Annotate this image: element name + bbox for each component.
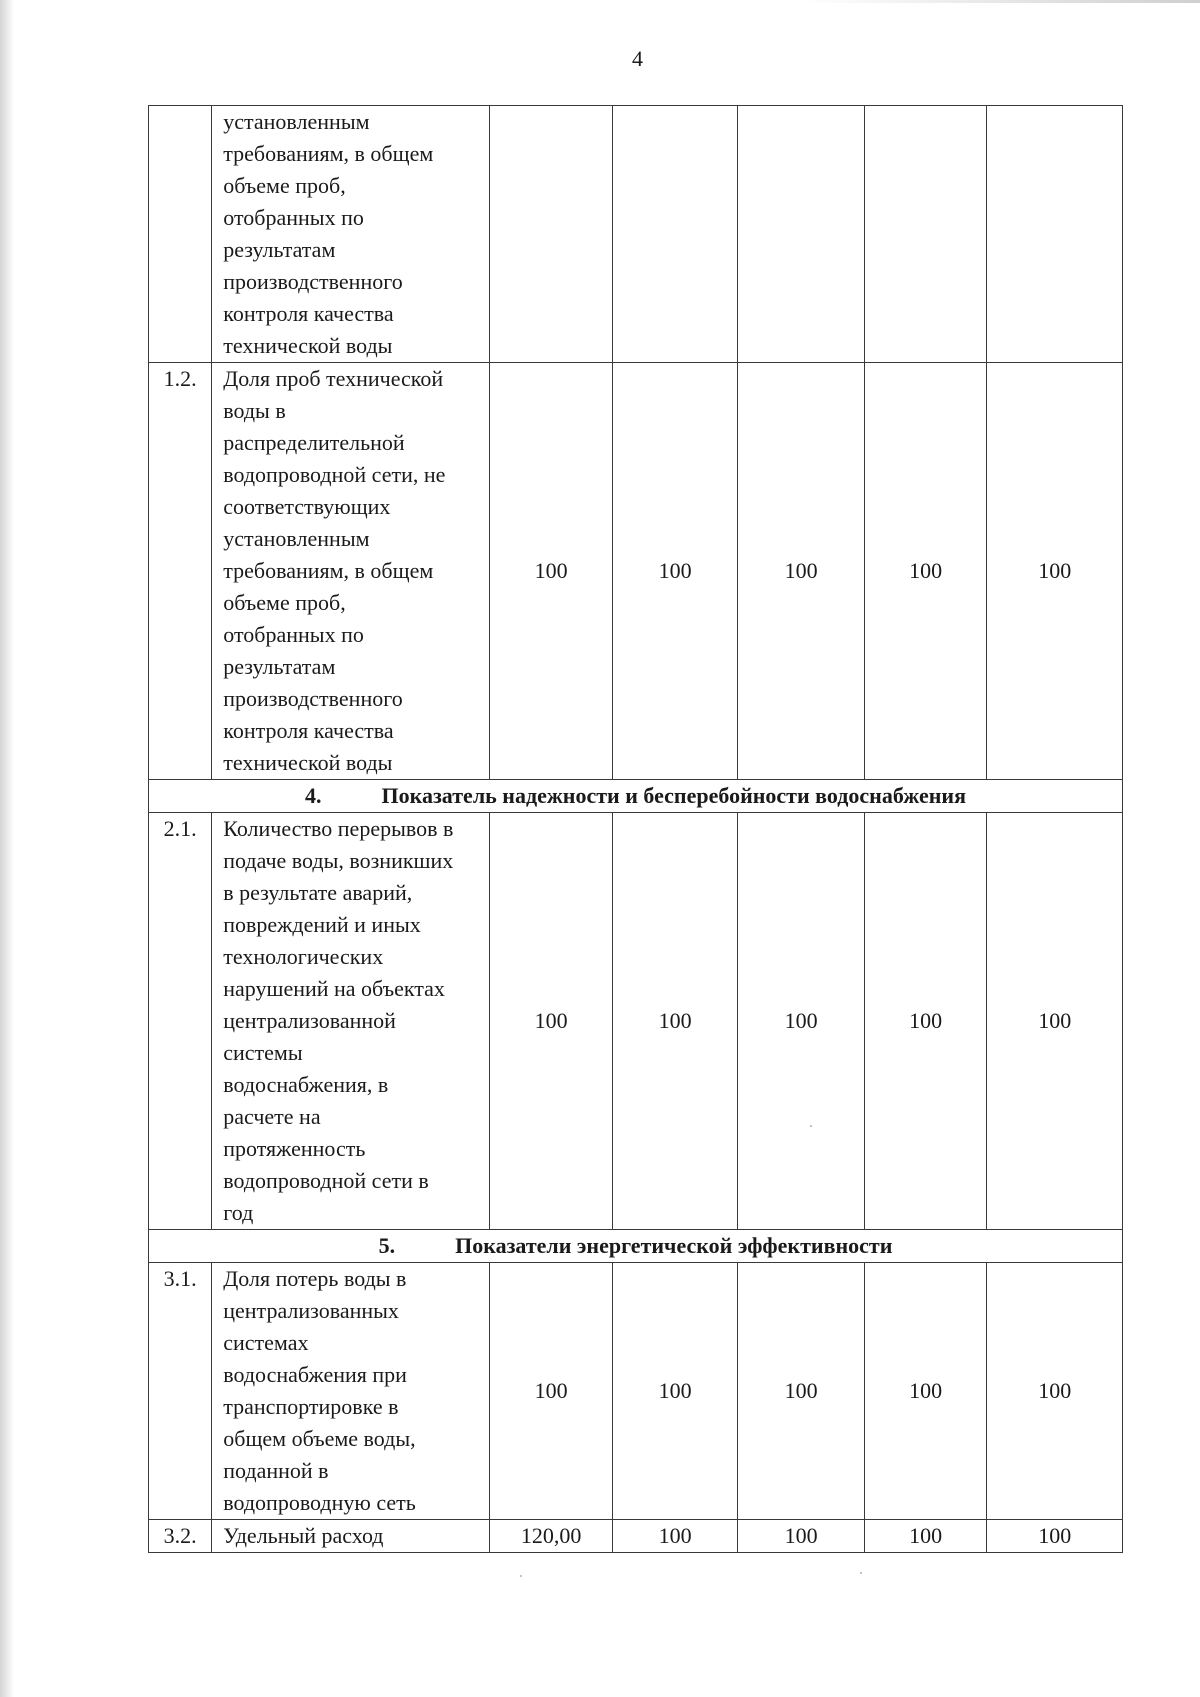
scan-edge-shadow	[0, 0, 14, 1697]
description-line: водоснабжения при	[223, 1362, 407, 1387]
description-line: повреждений и иных	[223, 912, 421, 937]
row-number: 2.1.	[149, 813, 212, 1230]
description-line: соответствующих	[223, 494, 391, 519]
description-line: водопроводную сеть	[223, 1490, 416, 1515]
section-title: Показатель надежности и бесперебойности водоснабжения	[381, 783, 966, 808]
description-line: контроля качества	[223, 718, 394, 743]
description-line: водопроводной сети в	[223, 1168, 429, 1193]
value-cell-4	[864, 106, 987, 363]
description-line: централизованных	[223, 1298, 399, 1323]
value-cell-2	[612, 106, 738, 363]
value-cell-5: 100	[987, 813, 1123, 1230]
description-line: технической воды	[223, 333, 393, 358]
scan-top-shadow	[800, 0, 1200, 3]
description-line: объеме проб,	[223, 590, 346, 615]
value-cell-1: 100	[490, 363, 613, 780]
description-line: водопроводной сети, не	[223, 462, 446, 487]
table-body	[149, 106, 1123, 1553]
description-line: установленным	[223, 109, 370, 134]
description-line: Доля потерь воды в	[223, 1266, 407, 1291]
value-cell-1	[490, 106, 613, 363]
description-line: Доля проб технической	[223, 366, 444, 391]
row-number: 3.1.	[149, 1263, 212, 1520]
value-cell-5: 100	[987, 1263, 1123, 1520]
scan-speck	[810, 1125, 812, 1127]
value-cell-1: 100	[490, 1263, 613, 1520]
section-row	[149, 780, 1123, 813]
indicator-description	[212, 1263, 490, 1520]
description-line: результатам	[223, 237, 336, 262]
value-cell-4: 100	[864, 1520, 987, 1553]
value-cell-3: 100	[738, 363, 865, 780]
value-cell-4: 100	[864, 1263, 987, 1520]
description-line: системы	[223, 1040, 303, 1065]
indicator-description	[212, 106, 490, 363]
description-line: отобранных по	[223, 622, 364, 647]
section-heading	[149, 780, 1123, 813]
section-heading	[149, 1230, 1123, 1263]
description-line: распределительной	[223, 430, 405, 455]
indicator-description	[212, 363, 490, 780]
table-row	[149, 106, 1123, 363]
description-line: нарушений на объектах	[223, 976, 445, 1001]
value-cell-2: 100	[612, 1263, 738, 1520]
section-number: 4.	[305, 783, 322, 808]
row-number	[149, 106, 212, 363]
indicator-description	[212, 813, 490, 1230]
value-cell-2: 100	[612, 363, 738, 780]
table-row	[149, 1263, 1123, 1520]
description-line: Количество перерывов в	[223, 816, 454, 841]
description-line: расчете на	[223, 1104, 321, 1129]
description-line: системах	[223, 1330, 309, 1355]
scan-speck	[520, 1575, 522, 1577]
description-line: подаче воды, возникших	[223, 848, 454, 873]
section-row	[149, 1230, 1123, 1263]
description-line: общем объеме воды,	[223, 1426, 416, 1451]
section-title: Показатели энергетической эффективности	[455, 1233, 893, 1258]
description-line: производственного	[223, 686, 403, 711]
value-cell-4: 100	[864, 813, 987, 1230]
description-line: Удельный расход	[223, 1523, 384, 1548]
description-line: производственного	[223, 269, 403, 294]
value-cell-2: 100	[612, 1520, 738, 1553]
row-number: 3.2.	[149, 1520, 212, 1553]
value-cell-5	[987, 106, 1123, 363]
value-cell-2: 100	[612, 813, 738, 1230]
value-cell-3: 100	[738, 1520, 865, 1553]
value-cell-3: 100	[738, 1263, 865, 1520]
description-line: централизованной	[223, 1008, 396, 1033]
value-cell-4: 100	[864, 363, 987, 780]
description-line: установленным	[223, 526, 370, 551]
description-line: воды в	[223, 398, 286, 423]
value-cell-3	[738, 106, 865, 363]
row-number: 1.2.	[149, 363, 212, 780]
value-cell-5: 100	[987, 363, 1123, 780]
description-line: требованиям, в общем	[223, 141, 434, 166]
table-row	[149, 813, 1123, 1230]
description-line: год	[223, 1200, 254, 1225]
description-line: технологических	[223, 944, 384, 969]
value-cell-1: 100	[490, 813, 613, 1230]
scan-speck	[860, 1572, 862, 1574]
description-line: водоснабжения, в	[223, 1072, 389, 1097]
description-line: контроля качества	[223, 301, 394, 326]
indicators-table	[148, 105, 1123, 1553]
description-line: объеме проб,	[223, 173, 346, 198]
description-line: транспортировке в	[223, 1394, 399, 1419]
description-line: протяженность	[223, 1136, 366, 1161]
value-cell-3: 100	[738, 813, 865, 1230]
description-line: отобранных по	[223, 205, 364, 230]
page-number: 4	[632, 46, 643, 71]
section-number: 5.	[378, 1233, 396, 1258]
description-line: результатам	[223, 654, 336, 679]
value-cell-1: 120,00	[490, 1520, 613, 1553]
table-row	[149, 1520, 1123, 1553]
indicator-description	[212, 1520, 490, 1553]
description-line: технической воды	[223, 750, 393, 775]
description-line: поданной в	[223, 1458, 329, 1483]
description-line: требованиям, в общем	[223, 558, 434, 583]
description-line: в результате аварий,	[223, 880, 413, 905]
table-row	[149, 363, 1123, 780]
value-cell-5: 100	[987, 1520, 1123, 1553]
